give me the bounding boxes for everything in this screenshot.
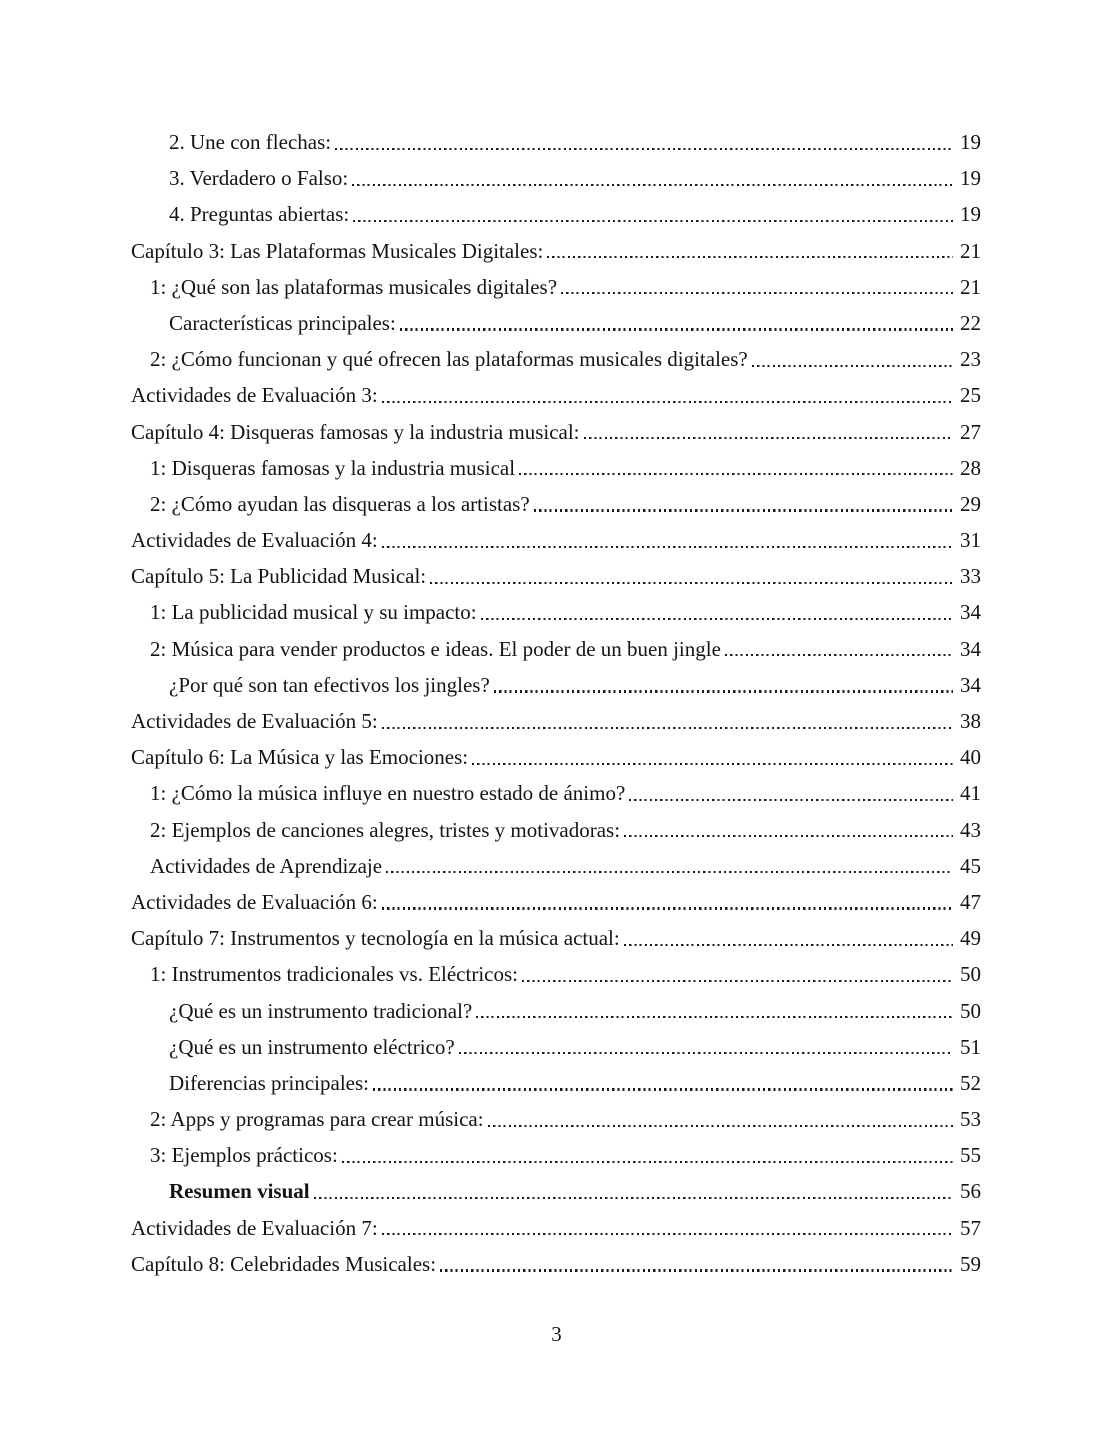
toc-entry-page-number: 50 [960, 962, 981, 987]
toc-entry-label: 1: Instrumentos tradicionales vs. Eléctricos: [150, 962, 518, 987]
toc-entry[interactable] [131, 341, 981, 377]
toc-entry-label: ¿Por qué son tan efectivos los jingles? [169, 672, 490, 697]
toc-dot-leader [752, 365, 953, 367]
toc-dot-leader [488, 1125, 953, 1127]
toc-dot-leader [400, 328, 953, 330]
toc-dot-leader [459, 1052, 953, 1054]
toc-dot-leader [561, 292, 953, 294]
toc-entry[interactable] [131, 1173, 981, 1209]
toc-entry-label: 3. Verdadero o Falso: [169, 166, 349, 191]
toc-entry[interactable] [131, 1101, 981, 1137]
toc-entry-page-number: 40 [960, 745, 981, 770]
toc-entry-label: Capítulo 5: La Publicidad Musical: [131, 564, 427, 589]
toc-entry-page-number: 57 [960, 1215, 981, 1240]
toc-entry-label: 2: ¿Cómo funcionan y qué ofrecen las plataformas musicales digitales? [150, 347, 748, 372]
toc-entry-page-number: 51 [960, 1034, 981, 1059]
toc-entry-label: ¿Qué es un instrumento tradicional? [169, 998, 473, 1023]
toc-entry[interactable] [131, 1137, 981, 1173]
toc-entry-label: Capítulo 7: Instrumentos y tecnología en la música actual: [131, 926, 620, 951]
toc-entry-label: 2: Música para vender productos e ideas. El poder de un buen jingle [150, 636, 721, 661]
toc-entry-label: Actividades de Evaluación 5: [131, 709, 378, 733]
toc-entry[interactable] [131, 377, 981, 413]
toc-entry[interactable] [131, 558, 981, 594]
toc-entry[interactable] [131, 956, 981, 992]
toc-dot-leader [494, 690, 953, 692]
toc-dot-leader [353, 220, 953, 222]
toc-entry[interactable] [131, 848, 981, 884]
toc-entry-page-number: 53 [960, 1107, 981, 1132]
toc-entry-page-number: 21 [960, 274, 981, 299]
toc-entry[interactable] [131, 1246, 981, 1282]
toc-entry-label: 1: Disqueras famosas y la industria musical [150, 455, 516, 480]
toc-entry[interactable] [131, 160, 981, 196]
toc-entry[interactable] [131, 233, 981, 269]
toc-dot-leader [547, 256, 953, 258]
toc-dot-leader [342, 1161, 953, 1163]
toc-entry-label: 1: La publicidad musical y su impacto: [150, 600, 477, 625]
toc-entry-page-number: 34 [960, 636, 981, 661]
toc-entry-label: 1: ¿Cómo la música influye en nuestro estado de ánimo? [150, 781, 626, 806]
toc-entry[interactable] [131, 739, 981, 775]
toc-entry-label: 4. Preguntas abiertas: [169, 202, 350, 227]
toc-entry[interactable] [131, 812, 981, 848]
toc-entry-label: Actividades de Evaluación 6: [131, 889, 378, 914]
toc-entry[interactable] [131, 450, 981, 486]
toc-entry-page-number: 45 [960, 853, 981, 878]
toc-entry-page-number: 31 [960, 528, 981, 553]
toc-entry[interactable] [131, 993, 981, 1029]
toc-dot-leader [352, 184, 953, 186]
toc-entry-label: ¿Qué es un instrumento eléctrico? [169, 1034, 455, 1059]
toc-entry-label: Capítulo 4: Disqueras famosas y la industria musical: [131, 419, 580, 444]
toc-entry-page-number: 19 [960, 202, 981, 227]
toc-entry-page-number: 21 [960, 238, 981, 263]
toc-entry[interactable] [131, 703, 981, 739]
toc-entry[interactable] [131, 631, 981, 667]
toc-entry-label: 2: Apps y programas para crear música: [150, 1107, 484, 1132]
toc-dot-leader [584, 437, 953, 439]
toc-entry[interactable] [131, 1210, 981, 1246]
toc-entry-label: Capítulo 6: La Música y las Emociones: [131, 745, 469, 770]
toc-entry-page-number: 50 [960, 998, 981, 1023]
toc-entry-label: Características principales: [169, 310, 396, 335]
toc-entry[interactable] [131, 196, 981, 232]
toc-dot-leader [624, 835, 953, 837]
toc-entry-page-number: 23 [960, 347, 981, 372]
toc-dot-leader [386, 871, 953, 873]
toc-entry[interactable] [131, 486, 981, 522]
toc-entry-page-number: 55 [960, 1143, 981, 1168]
toc-entry[interactable] [131, 594, 981, 630]
toc-dot-leader [519, 473, 953, 475]
toc-dot-leader [373, 1088, 953, 1090]
toc-dot-leader [382, 727, 953, 729]
toc-dot-leader [624, 944, 953, 946]
toc-entry[interactable] [131, 920, 981, 956]
toc-entry[interactable] [131, 775, 981, 811]
toc-dot-leader [476, 1016, 953, 1018]
toc-entry[interactable] [131, 414, 981, 450]
toc-entry-page-number: 19 [960, 166, 981, 191]
toc-entry-label: Actividades de Evaluación 3: [131, 383, 378, 408]
toc-entry-label: Actividades de Evaluación 7: [131, 1215, 378, 1240]
toc-entry-label: Resumen visual [169, 1179, 310, 1204]
toc-entry-page-number: 47 [960, 889, 981, 914]
toc-entry-page-number: 34 [960, 600, 981, 625]
toc-entry-page-number: 49 [960, 926, 981, 951]
toc-dot-leader [382, 1233, 953, 1235]
toc-entry-page-number: 52 [960, 1070, 981, 1095]
toc-entry-label: Capítulo 3: Las Plataformas Musicales Digitales: [131, 238, 544, 263]
toc-dot-leader [440, 1269, 953, 1271]
toc-entry-page-number: 29 [960, 491, 981, 516]
toc-entry-label: Actividades de Evaluación 4: [131, 528, 378, 553]
toc-entry[interactable] [131, 1065, 981, 1101]
toc-dot-leader [472, 763, 953, 765]
toc-entry[interactable] [131, 1029, 981, 1065]
table-of-contents [131, 124, 981, 1282]
page-number: 3 [551, 1322, 562, 1346]
toc-entry-page-number: 34 [960, 672, 981, 697]
toc-dot-leader [522, 980, 953, 982]
toc-entry-page-number: 38 [960, 709, 981, 733]
toc-dot-leader [629, 799, 953, 801]
toc-entry[interactable] [131, 522, 981, 558]
toc-entry-page-number: 28 [960, 455, 981, 480]
toc-entry-label: 2. Une con flechas: [169, 130, 332, 154]
toc-entry[interactable] [131, 269, 981, 305]
toc-dot-leader [430, 582, 953, 584]
toc-entry[interactable] [131, 124, 981, 160]
toc-entry-label: Capítulo 8: Celebridades Musicales: [131, 1251, 437, 1276]
toc-entry-label: 2: Ejemplos de canciones alegres, tristes y motivadoras: [150, 817, 621, 842]
toc-dot-leader [725, 654, 953, 656]
toc-entry-label: Actividades de Aprendizaje [150, 853, 383, 878]
toc-dot-leader [382, 546, 953, 548]
toc-entry-label: Diferencias principales: [169, 1070, 369, 1095]
toc-entry-page-number: 41 [960, 781, 981, 806]
toc-entry-page-number: 27 [960, 419, 981, 444]
toc-entry-page-number: 43 [960, 817, 981, 842]
toc-entry[interactable] [131, 884, 981, 920]
toc-entry-page-number: 59 [960, 1251, 981, 1276]
toc-entry-page-number: 56 [960, 1179, 981, 1204]
toc-entry-page-number: 25 [960, 383, 981, 408]
toc-entry-label: 3: Ejemplos prácticos: [150, 1143, 338, 1168]
toc-entry[interactable] [131, 667, 981, 703]
toc-dot-leader [481, 618, 953, 620]
toc-entry-label: 1: ¿Qué son las plataformas musicales digitales? [150, 274, 558, 299]
toc-dot-leader [314, 1197, 953, 1199]
toc-dot-leader [382, 401, 953, 403]
toc-entry-page-number: 19 [960, 130, 981, 154]
toc-entry[interactable] [131, 305, 981, 341]
toc-dot-leader [534, 509, 953, 511]
toc-dot-leader [335, 148, 953, 150]
toc-entry-page-number: 33 [960, 564, 981, 589]
toc-dot-leader [382, 907, 953, 909]
toc-entry-label: 2: ¿Cómo ayudan las disqueras a los artistas? [150, 491, 530, 516]
toc-entry-page-number: 22 [960, 310, 981, 335]
